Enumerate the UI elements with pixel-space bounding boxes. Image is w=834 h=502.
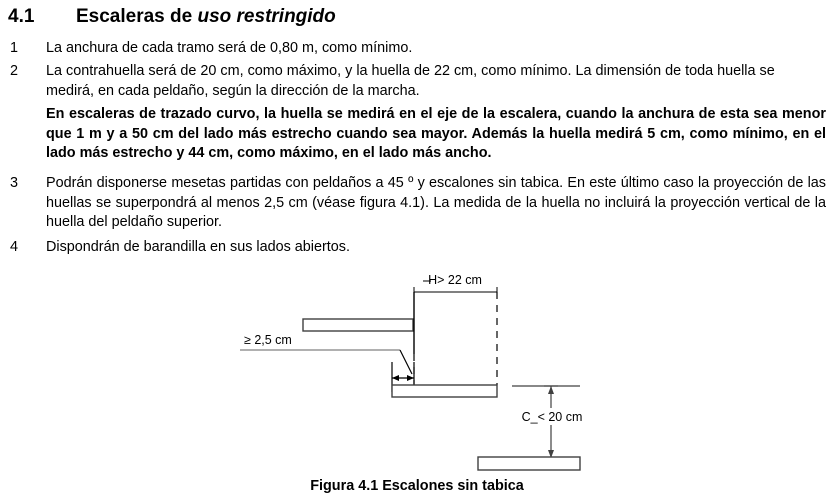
clause-item xyxy=(8,174,826,233)
riser-dimension-group xyxy=(512,386,588,458)
clause-item xyxy=(8,62,826,101)
clause-text: La contrahuella será de 20 cm, como máximo, y la huella de 22 cm, como mínimo. La dimensión de toda huella se medirá, en cada peldaño, según la dirección de la marcha. xyxy=(46,63,775,99)
clause-number: 3 xyxy=(10,175,19,191)
overlap-arrow-left xyxy=(392,375,399,381)
subparagraph-text: En escaleras de trazado curvo, la huella se medirá en el eje de la escalera, cuando la anchura de esta sea menor que 1 m y a 50 cm del lado más estrecho cuando sea mayor. Además la huella medirá 5 cm, como mínimo, en el lado más estrecho y 44 cm, como máximo, en el lado más ancho. xyxy=(46,106,826,161)
bottom-step-slab xyxy=(478,457,580,470)
overlap-leader-diagonal xyxy=(400,350,412,374)
section-title-roman: Escaleras de xyxy=(76,6,198,27)
figure-caption: Figura 4.1 Escalones sin tabica xyxy=(310,478,524,494)
clause-text: Podrán disponerse mesetas partidas con peldaños a 45 º y escalones sin tabica. En este último caso la proyección de las huellas se superpondrá al menos 2,5 cm (véase figura 4.1). La medida de la huella no incluirá la proyección vertical de la huella del peldaño superior. xyxy=(46,175,826,230)
overlap-arrow-right xyxy=(407,375,414,381)
section-title-italic: uso restringido xyxy=(197,6,336,27)
clause-number: 1 xyxy=(10,40,19,56)
clause-item xyxy=(8,238,826,258)
tread-dimension-group xyxy=(414,273,497,297)
riser-height-label: C_< 20 cm xyxy=(521,410,583,424)
overlap-label: ≥ 2,5 cm xyxy=(244,333,292,347)
middle-step-slab xyxy=(392,385,497,397)
riser-arrow-top xyxy=(548,386,554,394)
clause-number: 2 xyxy=(10,63,19,79)
tread-depth-label: H> 22 cm xyxy=(428,273,482,287)
subparagraph xyxy=(8,105,826,164)
clause-text: Dispondrán de barandilla en sus lados abiertos. xyxy=(46,239,350,255)
clause-text: La anchura de cada tramo será de 0,80 m, como mínimo. xyxy=(46,40,413,56)
section-heading xyxy=(8,6,828,28)
upper-step-slab xyxy=(303,319,413,331)
clause-item xyxy=(8,39,826,59)
section-number: 4.1 xyxy=(8,6,35,27)
clause-number: 4 xyxy=(10,239,19,255)
figure-stair-diagram xyxy=(0,262,834,502)
overlap-leader-group xyxy=(240,333,412,374)
